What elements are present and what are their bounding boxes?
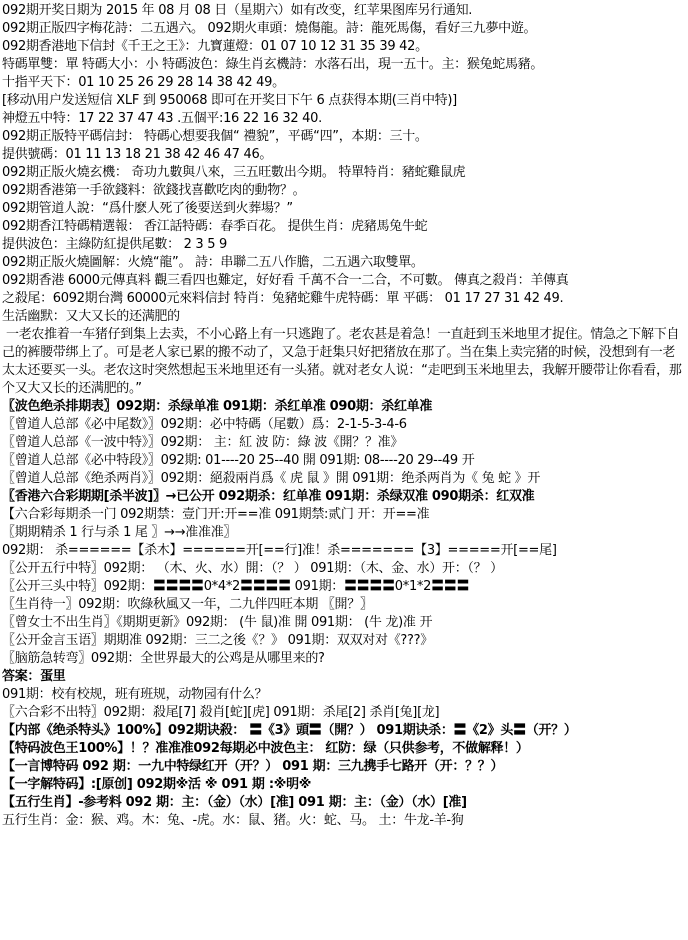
text-line: 092期： 杀======【杀木】======开[==行]准！杀=======【3】=====开[==尾] (2, 543, 557, 558)
text-line: 〖公开三头中特〗092期：〓〓〓〓0*4*2〓〓〓〓 091期：〓〓〓〓0*1*2〓〓〓 (2, 579, 470, 594)
text-line: 【一言博特码 092 期：一九中特绿红开（开？） 091 期：三九携手七路开（开：？？） (2, 759, 504, 774)
text-line: 特碼單雙：單 特碼大小：小 特碼波色：綠生肖玄機詩：水落石出，現一五十。主：猴兔蛇馬豬。 (2, 57, 544, 72)
text-line: 〖曾女士不出生肖〗《期期更新》092期： (牛 鼠)准 開 091期： (牛 龙)准 开 (2, 615, 433, 630)
text-line: 【一字解特码】:[原创] 092期※活 ※ 091 期 :※明※ (2, 777, 312, 792)
text-line: 〖曾道人总部《必中尾数》〗092期：必中特碼（尾數）爲：2-1-5-3-4-6 (2, 417, 407, 432)
text-line: 答案：蛋里 (2, 669, 66, 684)
text-line: 092期正版四字梅花詩：二五遇六。 092期火車頭：燒傷龍。詩：龍死馬傷，看好三九夢中遊。 (2, 21, 537, 36)
text-line: 〖曾道人总部《一波中特》〗092期： 主：紅 波 防：綠 波《開？？准》 (2, 435, 404, 450)
text-line: 092期香港地下信封《千王之王》：九寶蓮燈：01 07 10 12 31 35 39 42。 (2, 39, 428, 54)
text-line: 〖公开五行中特〗092期： （木、火、水）開：（？ ） 091期：（木、金、水）开：（？ ） (2, 561, 503, 576)
text-line: 092期香江特碼精選報： 香江話特碼：春季百花。 提供生肖：虎豬馬兔牛蛇 (2, 219, 428, 234)
text-line: 091期：校有校规，班有班规，动物园有什么？ (2, 687, 268, 702)
text-line: [移动\用户发送短信 XLF 到 950068 即可在开奖日下午 6 点获得本期(三肖中特)] (2, 93, 457, 108)
text-line: 092期正版火燒玄機： 奇功九數與八來，三五旺數出今期。 特單特肖：豬蛇雞鼠虎 (2, 165, 466, 180)
text-line: 之殺尾：6092期台灣 60000元來料信封 特肖：兔豬蛇雞牛虎特碼：單 平碼： 01 17 27 31 42 49. (2, 291, 564, 306)
text-line: 〖曾道人总部《绝杀两肖》〗092期：絕殺兩肖爲《 虎 鼠 》開 091期：绝杀两肖为《 兔 蛇 》开 (2, 471, 541, 486)
text-line: 【特码波色王100%】！？准准准092每期必中波色主： 红防：绿（只供参考，不做解释！） (2, 741, 529, 756)
story-paragraph: 一老农推着一车猪仔到集上去卖，不小心路上有一只逃跑了。老农甚是着急！一直赶到玉米地里才捉住。情急之下解下自己的裤腰带绑上了。可是老人家已累的搬不动了，又急于赶集只好把猪放在那了。当在集上卖完猪的时候，没想到有一老太太还要买一头。老农这时突然想起玉米地里还有一头猪。就对老女人说：“走吧到玉米地里去，我解开腰带让你看看，那个又大又长的还满肥的。” (2, 327, 682, 396)
text-line: 092期香港第一手欲錢料：欲錢找喜歡吃肉的動物？。 (2, 183, 306, 198)
text-line: 〖期期精杀 1 行与杀 1 尾 〗→→准准准〗 (2, 525, 237, 540)
text-line: 092期管道人說：“爲什麽人死了後要送到火葬場？” (2, 201, 293, 216)
text-line: 提供波色：主綠防紅提供尾數： 2 3 5 9 (2, 237, 228, 252)
text-line: 【内部《绝杀特头》100%】092期诀殺： 〓《3》頭〓（開？） 091期诀杀：〓《2》头〓（开？） (2, 723, 577, 738)
text-line: 〖六合彩不出特〗092期：殺尾[7] 殺肖[蛇][虎] 091期：杀尾[2] 杀肖[兔][龙] (2, 705, 440, 720)
text-line: 五行生肖：金：猴、鸡。木：兔、-虎。水：鼠、猪。火：蛇、马。 土：牛龙-羊-狗 (2, 813, 464, 828)
text-line: 【五行生肖】-参考料 092 期：主：（金）（水）[准] 091 期：主：（金）（水）[准] (2, 795, 467, 810)
text-line: 〖生肖待一〗092期：吹綠秋風又一年，二九伴四旺本期 〖開？〗 (2, 597, 373, 612)
text-line: 十指平天下：01 10 25 26 29 28 14 38 42 49。 (2, 75, 285, 90)
text-line: 092期正版火燒圖解：火燒“龍”。 詩：串聯二五八作膽，二五遇六取雙單。 (2, 255, 424, 270)
text-line: 〖香港六合彩期期[杀半波]〗→已公开 092期杀：红单准 091期：杀绿双准 090期杀：红双准 (2, 489, 535, 504)
text-line: 生活幽默：又大又长的还满肥的 (2, 309, 180, 324)
text-line: 092期正版特平碼信封： 特碼心想要我個“ 禮貌”，平碼“四”，本期：三十。 (2, 129, 428, 144)
text-line: 〖公开金言玉语〗期期准 092期：三二之後《？》 091期：双双对对《???》 (2, 633, 433, 648)
text-line: 神燈五中特：17 22 37 47 43 .五個平:16 22 16 32 40. (2, 111, 322, 126)
text-line: 提供號碼：01 11 13 18 21 38 42 46 47 46。 (2, 147, 273, 162)
text-line: 〖波色绝杀排期表〗092期：杀绿单准 091期：杀红单准 090期：杀红单准 (2, 399, 433, 414)
text-line: 【六合彩每期杀一门 092期禁：壹门开:开==准 091期禁:贰门 开：开==准 (2, 507, 430, 522)
text-line: 092期开奖日期为 2015 年 08 月 08 日（星期六）如有改变，红苹果图库另行通知. (2, 3, 473, 18)
text-line: 092期香港 6000元傳真料 觀三看四也難定，好好看 千萬不合一二合，不可數。 傳真之殺肖：羊傳真 (2, 273, 569, 288)
text-line: 〖曾道人总部《必中特段》〗092期: 01----20 25--40 開 091期: 08----20 29--49 开 (2, 453, 475, 468)
text-line: 〖脑筋急转弯〗092期：全世界最大的公鸡是从哪里来的? (2, 651, 325, 666)
